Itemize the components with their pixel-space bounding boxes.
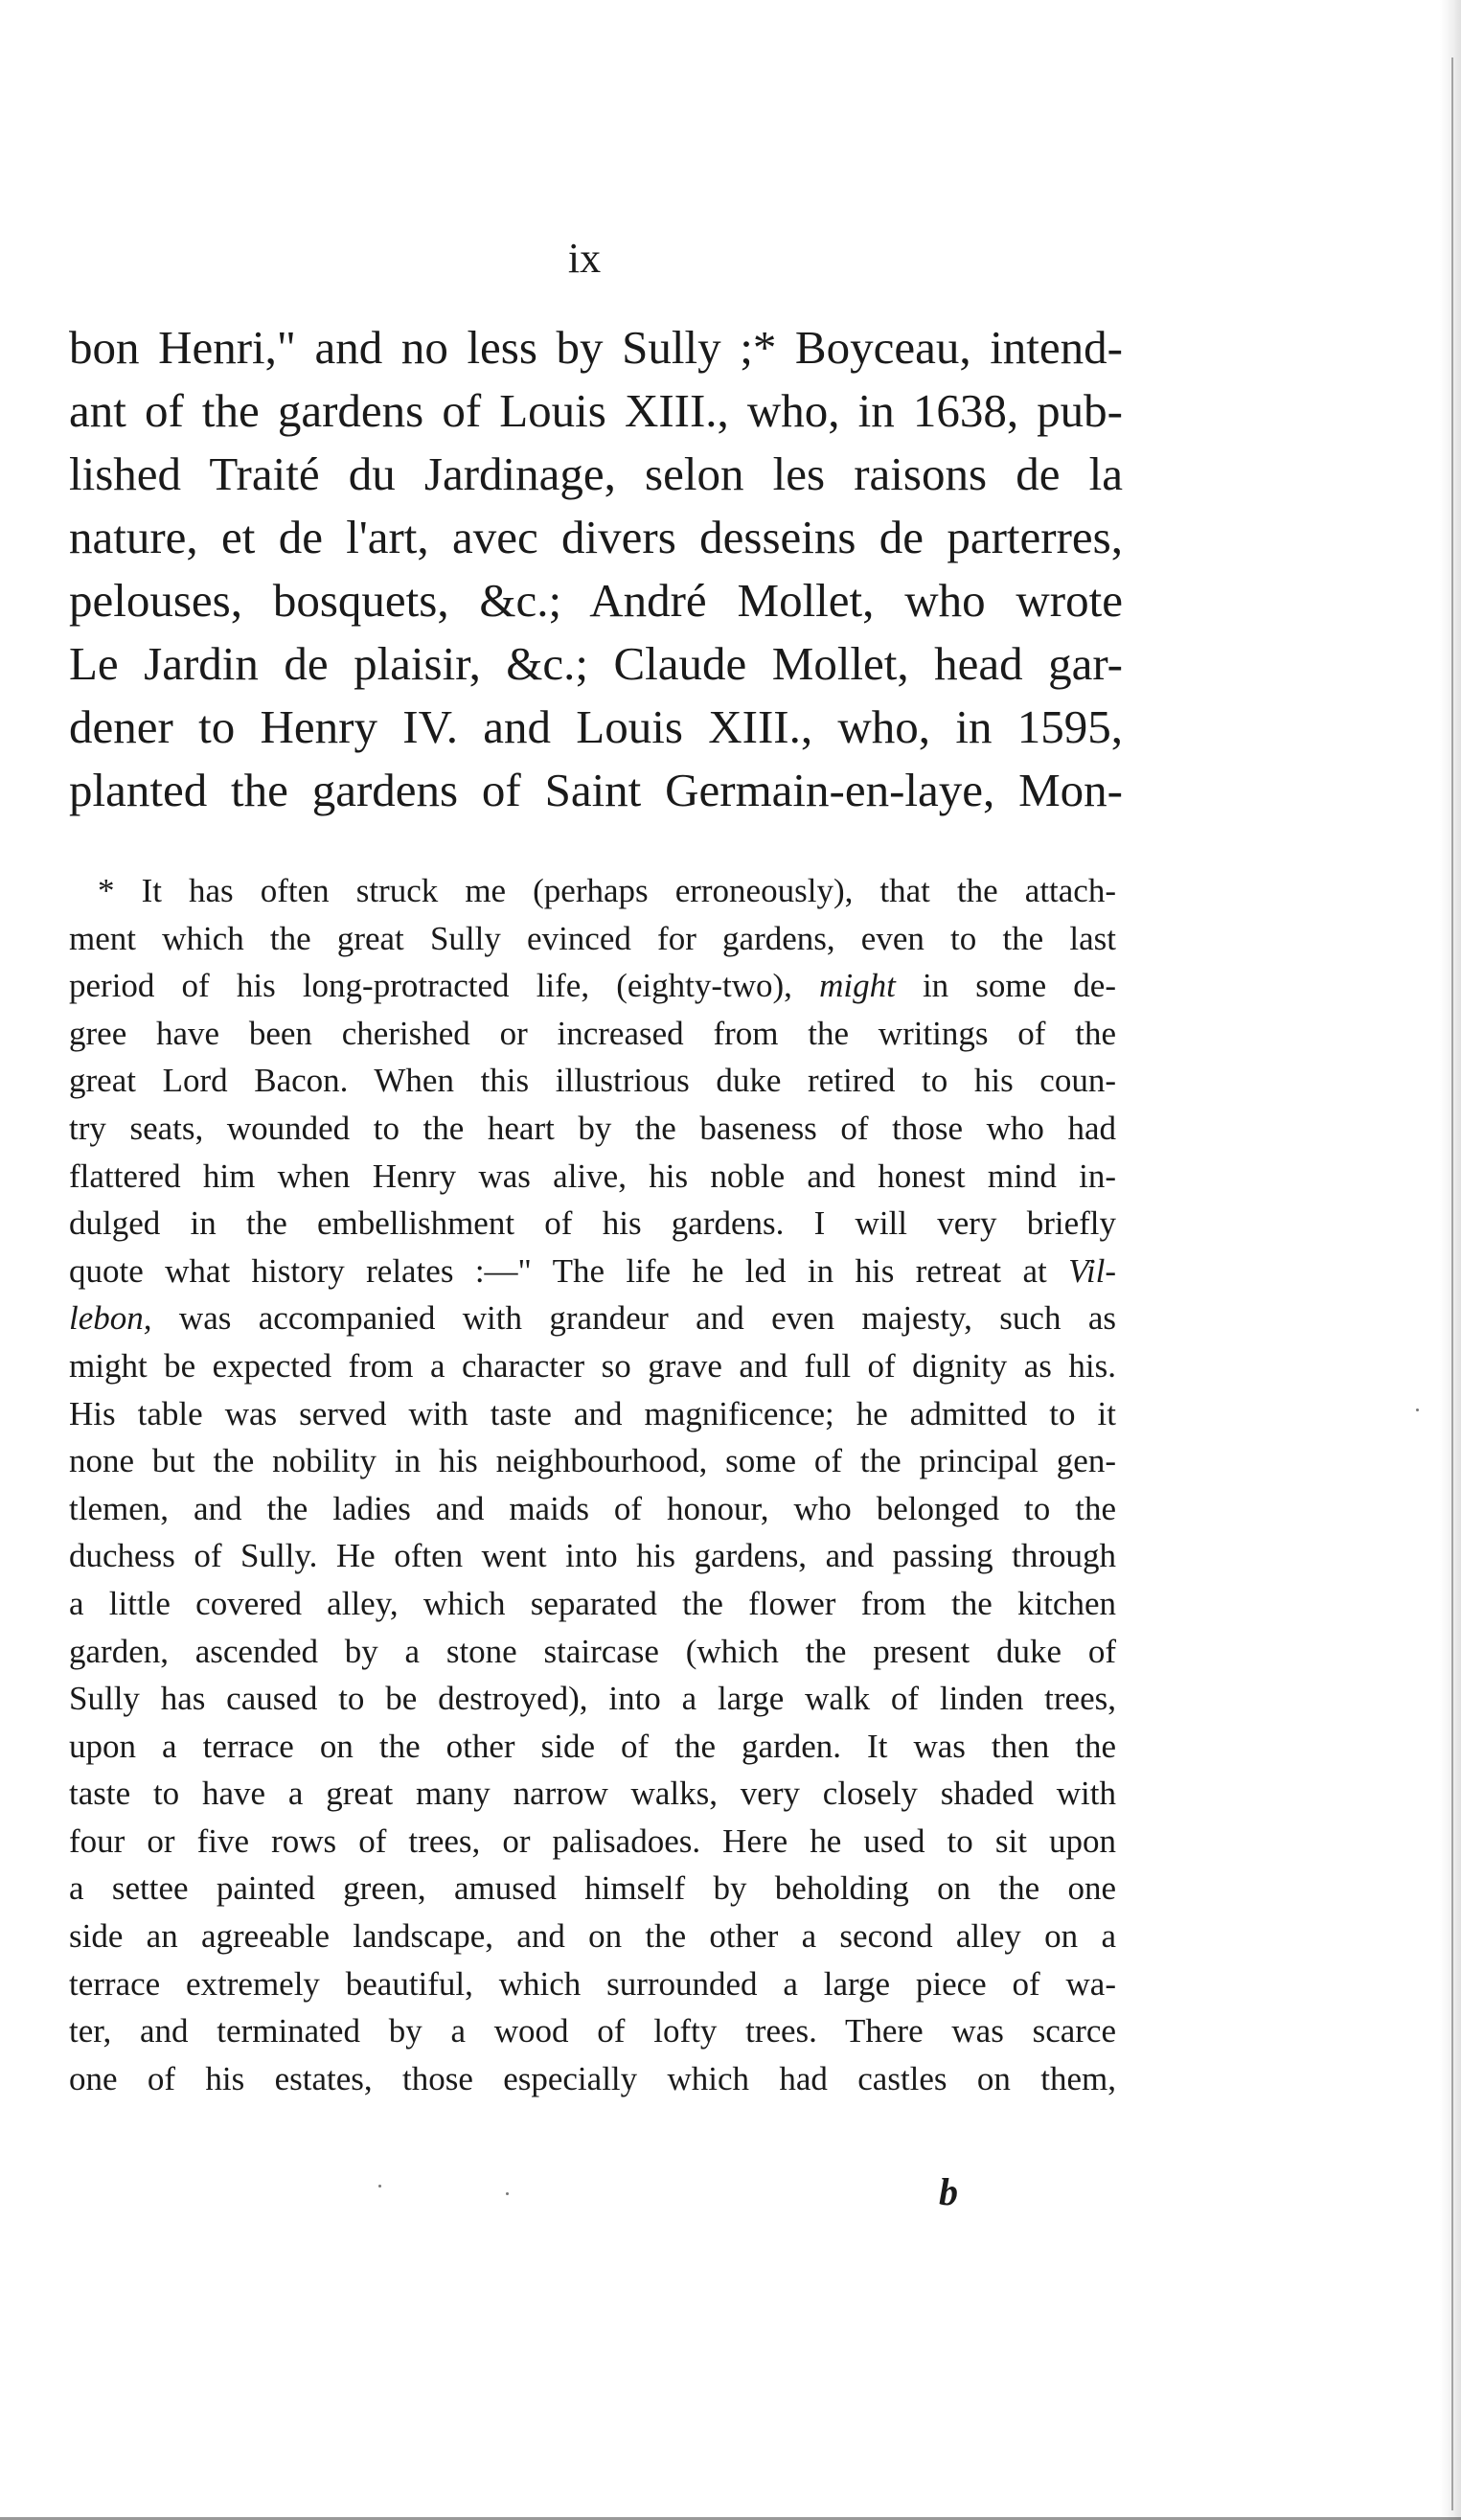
footnote-line: garden, ascended by a stone staircase (which the present duke of — [69, 1632, 1116, 1670]
footnote-line: great Lord Bacon. When this illustrious duke retired to his coun- — [69, 1062, 1116, 1100]
footnote-line: side an agreeable landscape, and on the other a second alley on a — [69, 1917, 1116, 1956]
footnote-text: in some de- — [922, 967, 1117, 1005]
footnote-text: period of his long-protracted life, (eighty-two), — [69, 967, 792, 1005]
main-text-block — [69, 316, 1123, 822]
paper-speck — [506, 2192, 509, 2195]
footnote-line: try seats, wounded to the heart by the baseness of those who had — [69, 1109, 1116, 1147]
footnote-italic-text: Vil- — [1068, 1251, 1116, 1290]
main-text-line: bon Henri," and no less by Sully ;* Boyceau, intend- — [69, 321, 1123, 374]
main-text-line: lished Traité du Jardinage, selon les raisons de la — [69, 447, 1123, 500]
main-text-line: Le Jardin de plaisir, &c.; Claude Mollet, head gar- — [69, 637, 1123, 690]
footnote-line: terrace extremely beautiful, which surrounded a large piece of wa- — [69, 1964, 1116, 2003]
footnote-line: a settee painted green, amused himself by beholding on the one — [69, 1869, 1116, 1908]
footnote-line: four or five rows of trees, or palisadoes. Here he used to sit upon — [69, 1821, 1116, 1860]
footnote-line: taste to have a great many narrow walks, very closely shaded with — [69, 1775, 1116, 1813]
footnote-text: quote what history relates :—" The life he led in his retreat at — [69, 1251, 1047, 1290]
main-text-line: nature, et de l'art, avec divers desseins de parterres, — [69, 511, 1123, 563]
footnote-line: duchess of Sully. He often went into his gardens, and passing through — [69, 1537, 1116, 1575]
paper-speck — [1416, 1409, 1419, 1411]
footnote-line: a little covered alley, which separated the flower from the kitchen — [69, 1584, 1116, 1622]
footnote-line: one of his estates, those especially which had castles on them, — [69, 2059, 1116, 2097]
footnote-line: tlemen, and the ladies and maids of honour, who belonged to the — [69, 1489, 1116, 1527]
main-text-line: pelouses, bosquets, &c.; André Mollet, who wrote — [69, 574, 1123, 627]
footnote-italic-text: might — [819, 967, 896, 1005]
page-edge-line — [1451, 57, 1453, 2510]
footnote-text: was accompanied with grandeur and even majesty, such as — [178, 1299, 1116, 1338]
main-text-line: ant of the gardens of Louis XIII., who, in 1638, pub- — [69, 384, 1123, 437]
footnote-line: * It has often struck me (perhaps erroneously), that the attach- — [98, 872, 1116, 909]
footnote-line: gree have been cherished or increased from the writings of the — [69, 1014, 1116, 1052]
footnote-line: flattered him when Henry was alive, his noble and honest mind in- — [69, 1157, 1116, 1195]
page-edge-shadow — [1440, 0, 1461, 2520]
paper-speck — [378, 2185, 381, 2188]
page-number: ix — [567, 235, 602, 282]
footnote-italic-text: lebon, — [69, 1299, 152, 1338]
footnote-line — [69, 1294, 1116, 1342]
footnote-line — [69, 1248, 1116, 1295]
footnote-line: none but the nobility in his neighbourhood, some of the principal gen- — [69, 1442, 1116, 1480]
footnote-line: Sully has caused to be destroyed), into a large walk of linden trees, — [69, 1680, 1116, 1718]
main-text-line: dener to Henry IV. and Louis XIII., who, in 1595, — [69, 700, 1123, 753]
footnote-line: ter, and terminated by a wood of lofty trees. There was scarce — [69, 2012, 1116, 2050]
footnote-line — [69, 962, 1116, 1010]
footnote-line: His table was served with taste and magnificence; he admitted to it — [69, 1394, 1116, 1432]
signature-mark: b — [939, 2170, 958, 2213]
footnote-line: dulged in the embellishment of his gardens. I will very briefly — [69, 1204, 1116, 1243]
footnote-line: ment which the great Sully evinced for gardens, even to the last — [69, 919, 1116, 957]
main-text-line: planted the gardens of Saint Germain-en-laye, Mon- — [69, 764, 1123, 816]
footnote-line: upon a terrace on the other side of the garden. It was then the — [69, 1727, 1116, 1765]
footnote-block — [69, 867, 1116, 2102]
footnote-line: might be expected from a character so grave and full of dignity as his. — [69, 1346, 1116, 1385]
